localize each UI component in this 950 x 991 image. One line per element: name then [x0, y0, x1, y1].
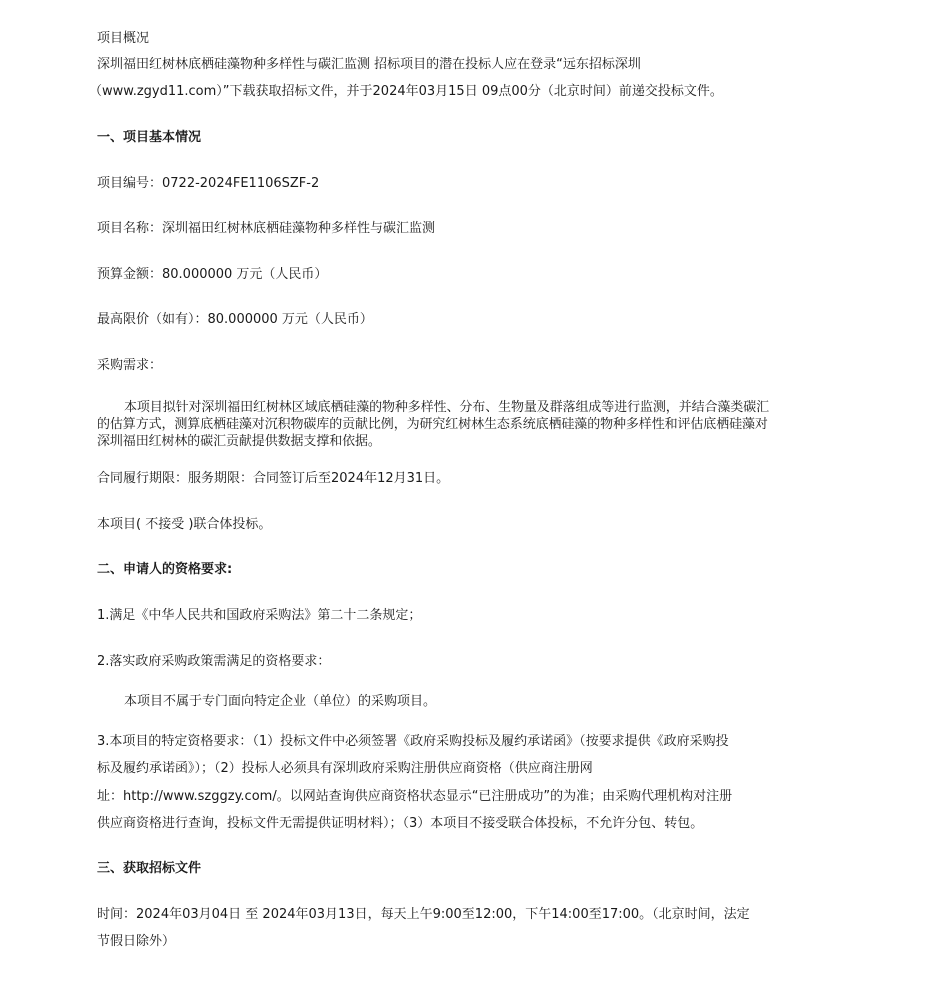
requirement-2-detail: 本项目不属于专门面向特定企业（单位）的采购项目。	[124, 694, 437, 709]
section-1-title: 一、项目基本情况	[97, 130, 202, 145]
requirement-3-line-3: 址：http://www.szggzy.com/。以网站查询供应商资格状态显示“已注册成功”的为准；由采购代理机构对注册	[97, 789, 733, 804]
project-number: 项目编号：0722-2024FE1106SZF-2	[97, 176, 320, 191]
requirement-3-line-1: 3.本项目的特定资格要求：（1）投标文件中必须签署《政府采购投标及履约承诺函》（按要求提供《政府采购投	[97, 734, 729, 749]
requirement-3-line-2: 标及履约承诺函》）；（2）投标人必须具有深圳政府采购注册供应商资格（供应商注册网	[97, 761, 593, 776]
time-line-2: 节假日除外）	[97, 934, 176, 949]
project-name: 项目名称：深圳福田红树林底栖硅藻物种多样性与碳汇监测	[97, 221, 436, 236]
requirement-3-line-4: 供应商资格进行查询，投标文件无需提供证明材料）；（3）本项目不接受联合体投标，不允许分包、转包。	[97, 816, 704, 831]
requirements-label: 采购需求：	[97, 358, 163, 373]
section-3-title: 三、获取招标文件	[97, 861, 202, 876]
budget-amount: 预算金额：80.000000 万元（人民币）	[97, 267, 328, 282]
requirements-text: 本项目拟针对深圳福田红树林区域底栖硅藻的物种多样性、分布、生物量及群落组成等进行监测，并结合藻类碳汇的估算方式，测算底栖硅藻对沉积物碳库的贡献比例，为研究红树林生态系统底栖硅藻的物种多样性和评估底栖硅藻对深圳福田红树林的碳汇贡献提供数据支撑和依据。	[97, 400, 770, 449]
contract-period: 合同履行期限：服务期限：合同签订后至2024年12月31日。	[97, 471, 450, 486]
time-line-1: 时间：2024年03月04日 至 2024年03月13日，每天上午9:00至12:00，下午14:00至17:00。（北京时间，法定	[97, 907, 750, 922]
requirement-2: 2.落实政府采购政策需满足的资格要求：	[97, 654, 331, 669]
max-price: 最高限价（如有）：80.000000 万元（人民币）	[97, 312, 373, 327]
overview-line-2: （www.zgyd11.com）”下载获取招标文件，并于2024年03月15日 09点00分（北京时间）前递交投标文件。	[89, 84, 723, 99]
section-2-title: 二、申请人的资格要求:	[97, 562, 233, 577]
overview-heading: 项目概况	[97, 31, 150, 46]
requirement-1: 1.满足《中华人民共和国政府采购法》第二十二条规定；	[97, 608, 422, 623]
overview-line-1: 深圳福田红树林底栖硅藻物种多样性与碳汇监测 招标项目的潜在投标人应在登录“远东招标深圳	[97, 57, 641, 72]
consortium-statement: 本项目( 不接受 )联合体投标。	[97, 517, 272, 532]
